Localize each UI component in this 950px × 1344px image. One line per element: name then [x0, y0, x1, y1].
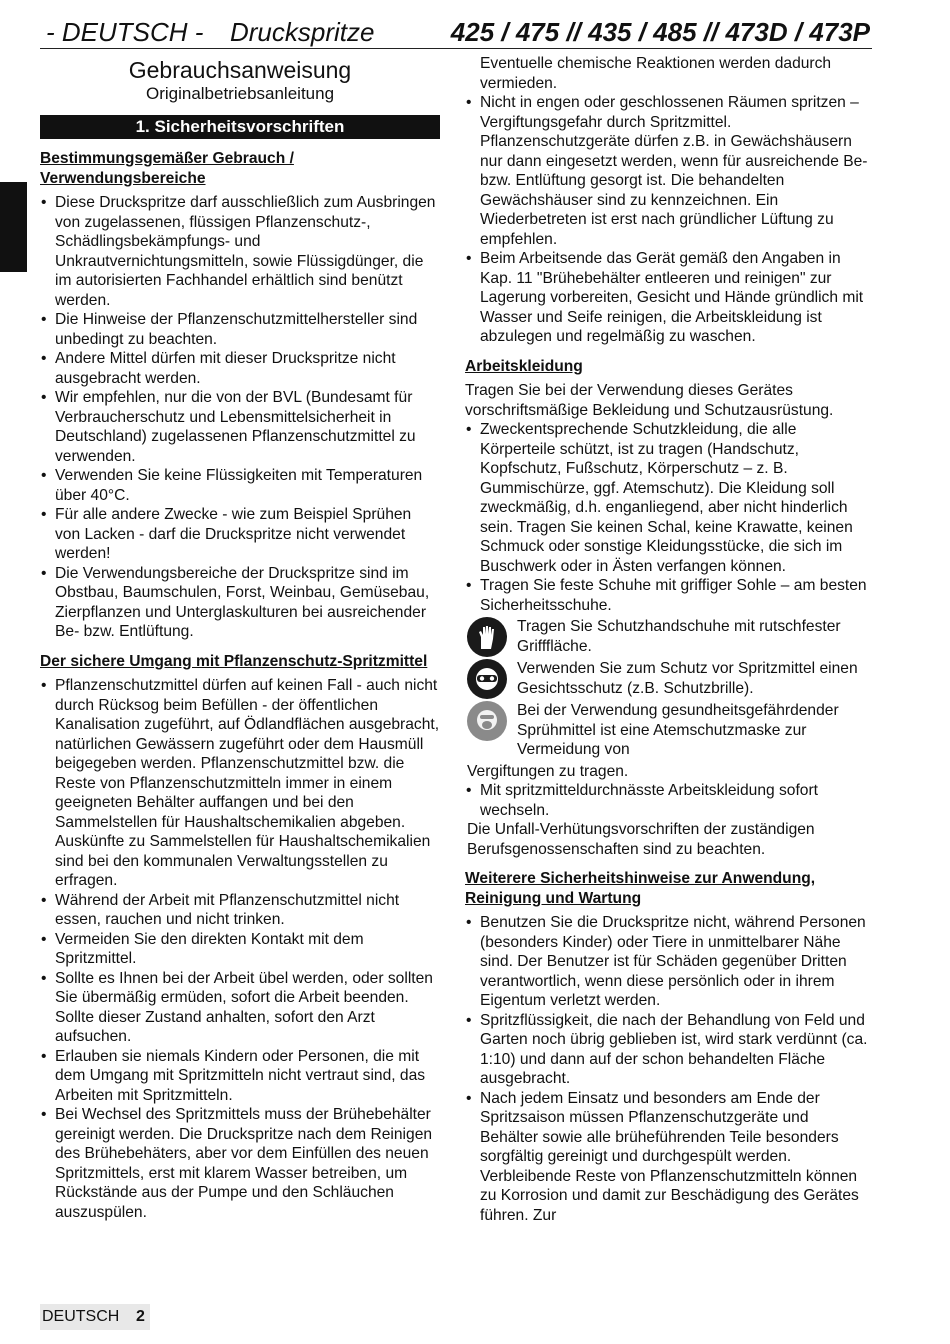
document-title: Gebrauchsanweisung [128, 57, 352, 83]
respirator-icon [467, 701, 507, 741]
subheading-safe-handling: Der sichere Umgang mit Pflanzenschutz-Spritzmittel [40, 652, 428, 670]
list-item: • Die Hinweise der Pflanzenschutzmittelhersteller sind unbedingt zu beachten. [40, 310, 440, 349]
further-safety-list [465, 913, 870, 1225]
goggles-text: Verwenden Sie zum Schutz vor Spritzmittel einen Gesichtsschutz (z.B. Schutzbrille). [517, 660, 858, 697]
gloves-text: Tragen Sie Schutzhandschuhe mit rutschfester Grifffläche. [517, 618, 841, 655]
accident-prevention-note: Die Unfall-Verhütungsvorschriften der zuständigen Berufsgenossenschaften sind zu beachten. [467, 821, 815, 858]
subheading-intended-use: Bestimmungsgemäßer Gebrauch / Verwendungsbereiche [40, 150, 294, 187]
list-item: • Verwenden Sie keine Flüssigkeiten mit Temperaturen über 40°C. [40, 466, 440, 505]
right-column [465, 54, 870, 1225]
list-item: • Andere Mittel dürfen mit dieser Druckspritze nicht ausgebracht werden. [40, 349, 440, 388]
list-item: • Vermeiden Sie den direkten Kontakt mit dem Spritzmittel. [40, 930, 440, 969]
language-tab-marker [0, 182, 27, 272]
clothing-list [465, 420, 870, 615]
list-item: • Benutzen Sie die Druckspritze nicht, während Personen (besonders Kinder) oder Tiere in unmittelbarer Nähe sind. Der Benutzer ist für Schäden gegenüber Dritten verantwortlich, wenn diese persönlich oder in ihrem Eigentum verletzt werden. [465, 913, 870, 1011]
page-header [40, 16, 872, 49]
ventilation-list [465, 93, 870, 347]
goggles-icon [467, 659, 507, 699]
goggles-row [467, 659, 870, 699]
list-item: • Tragen Sie feste Schuhe mit griffiger Sohle – am besten Sicherheitsschuhe. [465, 576, 870, 615]
header-product: Druckspritze [230, 17, 375, 47]
list-item: • Mit spritzmitteldurchnässte Arbeitskleidung sofort wechseln. [465, 781, 870, 820]
subheading-work-clothing: Arbeitskleidung [465, 357, 583, 375]
list-item: • Für alle andere Zwecke - wie zum Beispiel Sprühen von Lacken - darf die Druckspritze nicht verwendet werden! [40, 505, 440, 564]
list-item: • Spritzflüssigkeit, die nach der Behandlung von Feld und Garten noch übrig geblieben ist, wird stark verdünnt (ca. 1:10) und dann auf der schon behandelten Fläche ausgebracht. [465, 1011, 870, 1089]
page-number: 2 [136, 1308, 145, 1325]
list-item: • Während der Arbeit mit Pflanzenschutzmittel nicht essen, rauchen und nicht trinken. [40, 891, 440, 930]
continued-text: Eventuelle chemische Reaktionen werden dadurch vermieden. [480, 55, 832, 92]
list-item: • Sollte es Ihnen bei der Arbeit übel werden, oder sollten Sie übermäßig ermüden, sofort die Arbeit beenden. Sollte dieser Zustand anhalten, sofort den Arzt aufsuchen. [40, 969, 440, 1047]
left-column [40, 54, 440, 1222]
list-item: • Diese Druckspritze darf ausschließlich zum Ausbringen von zugelassenen, flüssigen Pflanzenschutz-, Schädlingsbekämpfungs- und Unkrautvernichtungsmitteln, sowie Flüssigdünger, die im autorisierten Fachhandel erhältlich sind benützt werden. [40, 193, 440, 310]
footer-language: DEUTSCH [42, 1308, 120, 1325]
list-item: • Nach jedem Einsatz und besonders am Ende der Spritzsaison müssen Pflanzenschutzgeräte und Behälter sowie alle brüheführenden Teile besonders sorgfältig gereinigt und durchgespült werden. Verbleibende Reste von Pflanzenschutzmitteln können zu Korrosion und damit zur Beschädigung des Gerätes führen. Zur [465, 1089, 870, 1226]
safe-handling-list [40, 676, 440, 1222]
subheading-further-safety: Weiterere Sicherheitshinweise zur Anwendung, Reinigung und Wartung [465, 870, 816, 907]
list-item: • Beim Arbeitsende das Gerät gemäß den Angaben in Kap. 11 "Brühebehälter entleeren und reinigen" zur Lagerung vorbereiten, Gesicht und Hände gründlich mit Wasser und Seife reinigen, die Arbeitskleidung ist abzulegen und regelmäßig zu waschen. [465, 249, 870, 347]
work-clothing-intro: Tragen Sie bei der Verwendung dieses Gerätes vorschriftsmäßige Bekleidung und Schutzausrüstung. [465, 382, 834, 419]
list-item: • Die Verwendungsbereiche der Druckspritze sind im Obstbau, Baumschulen, Forst, Weinbau, Gemüsebau, Zierpflanzen und Unterglaskulturen bei ausreichender Be- bzw. Entlüftung. [40, 564, 440, 642]
gloves-icon [467, 617, 507, 657]
list-item: • Zweckentsprechende Schutzkleidung, die alle Körperteile schützt, ist zu tragen (Handschutz, Kopfschutz, Fußschutz, Körperschutz – z. B. Gummischürze, ggf. Atemschutz). Die Kleidung soll zweckmäßig, d.h. enganliegend, aber nicht hinderlich sein. Tragen Sie keinen Schal, keine Krawatte, keinen Schmuck oder sonstige Kleidungsstücke, die sich im Buschwerk oder in Ästen verfangen können. [465, 420, 870, 576]
list-item: • Bei Wechsel des Spritzmittels muss der Brühebehälter gereinigt werden. Die Druckspritze nach dem Reinigen des Brühebehäters, aber vor dem Einfüllen des neuen Spritzmittels, erst mit klarem Wasser betreiben, um Rückstände aus der Pumpe und den Schläuchen auszuspülen. [40, 1105, 440, 1222]
wet-clothing-list [465, 781, 870, 820]
list-item: • Pflanzenschutzmittel dürfen auf keinen Fall - auch nicht durch Rücksog beim Befüllen - der öffentlichen Kanalisation zugeführt, auf Ödlandflächen ausgebracht, natürlichen Gewässern zugeführt oder dem Hausmüll beigegeben werden. Pflanzenschutzmittel bzw. die Reste von Pflanzenschutzmitteln immer in einem geeigneten Behälter auffangen und bei den Sammelstellen für Haushaltschemikalien abgeben. Auskünfte zu Sammelstellen für Haushaltschemikalien sind bei den kommunalen Verwaltungsstellen zu erfragen. [40, 676, 440, 891]
respirator-text: Bei der Verwendung gesundheitsgefährdender Sprühmittel ist eine Atemschutzmaske zur Vermeidung von [517, 702, 839, 758]
list-item: • Nicht in engen oder geschlossenen Räumen spritzen – Vergiftungsgefahr durch Spritzmittel. Pflanzenschutzgeräte dürfen z.B. in Gewächshäusern nur dann eingesetzt werden, wenn für ausreichende Be- bzw. Entlüftung gesorgt ist. Die behandelten Gewächshäuser sind zu kennzeichnen. Ein Wiederbetreten ist erst nach gründlicher Lüftung zu empfehlen. [465, 93, 870, 249]
header-language: - DEUTSCH - [46, 17, 204, 47]
section-heading: 1. Sicherheitsvorschriften [40, 115, 440, 139]
continued-text: Vergiftungen zu tragen. [467, 762, 629, 780]
intended-use-list [40, 193, 440, 642]
document-subtitle: Originalbetriebsanleitung [145, 84, 335, 103]
page-footer [40, 1304, 150, 1330]
list-item: • Erlauben sie niemals Kindern oder Personen, die mit dem Umgang mit Spritzmitteln nicht vertraut sind, das Arbeiten mit Spritzmitteln. [40, 1047, 440, 1106]
header-models: 425 / 475 // 435 / 485 // 473D / 473P [450, 17, 870, 47]
respirator-row [467, 701, 870, 760]
list-item: • Wir empfehlen, nur die von der BVL (Bundesamt für Verbraucherschutz und Lebensmittelsicherheit in Deutschland) zugelassenen Pflanzenschutzmittel zu verwenden. [40, 388, 440, 466]
gloves-row [467, 617, 870, 657]
